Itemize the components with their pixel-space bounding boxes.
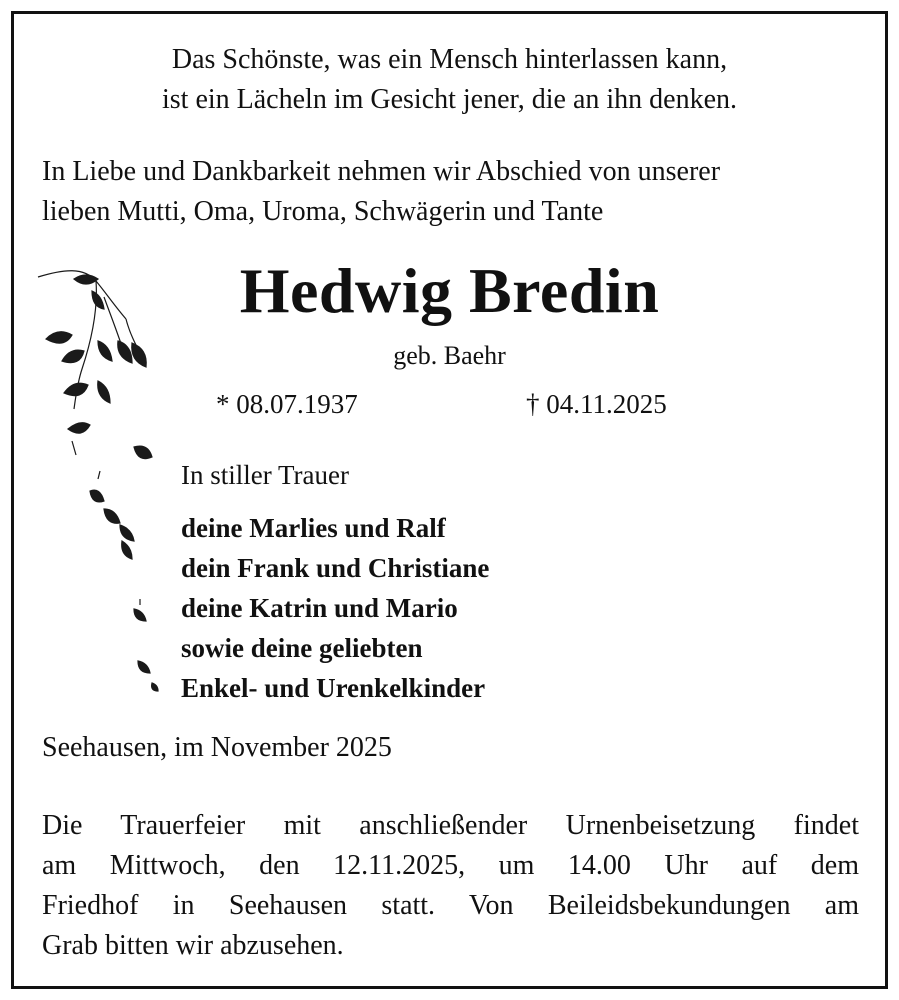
intro-line-1: In Liebe und Dankbarkeit nehmen wir Abschied von unserer xyxy=(42,156,721,187)
ceremony-notice xyxy=(42,806,859,966)
quote-line-2: ist ein Lächeln im Gesicht jener, die an ihn denken. xyxy=(161,84,738,115)
place-date: Seehausen, im November 2025 xyxy=(42,732,392,763)
maiden-name: geb. Baehr xyxy=(393,341,506,370)
intro-line-2: lieben Mutti, Oma, Uroma, Schwägerin und Tante xyxy=(42,196,604,227)
mourner-line: deine Marlies und Ralf xyxy=(181,513,446,543)
ceremony-notice-line: Friedhof in Seehausen statt. Von Beileidsbekundungen am xyxy=(42,890,859,921)
mourner-line: deine Katrin und Mario xyxy=(181,593,458,623)
mourners-heading: In stiller Trauer xyxy=(181,460,349,490)
ceremony-notice-line: am Mittwoch, den 12.11.2025, um 14.00 Uhr auf dem xyxy=(42,850,859,881)
ceremony-notice-line: Die Trauerfeier mit anschließender Urnenbeisetzung findet xyxy=(42,810,859,841)
birth-date: * 08.07.1937 xyxy=(216,389,358,419)
ceremony-notice-line: Grab bitten wir abzusehen. xyxy=(42,930,344,961)
falling-leaves-icon xyxy=(34,269,174,709)
deceased-name: Hedwig Bredin xyxy=(239,255,660,326)
death-date: † 04.11.2025 xyxy=(526,389,667,419)
mourner-line: Enkel- und Urenkelkinder xyxy=(181,673,486,703)
mourner-line: sowie deine geliebten xyxy=(181,633,423,663)
mourner-line: dein Frank und Christiane xyxy=(181,553,490,583)
obituary-card xyxy=(11,11,888,989)
quote-line-1: Das Schönste, was ein Mensch hinterlassen kann, xyxy=(171,44,728,75)
